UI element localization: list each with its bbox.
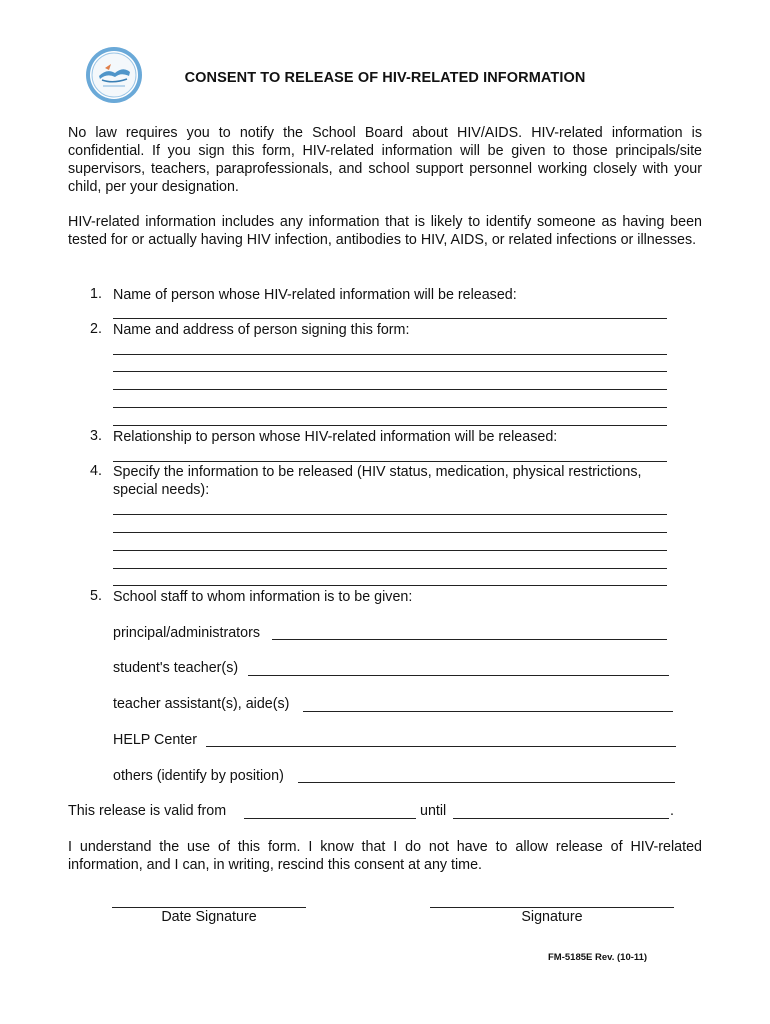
signer-address-line-5[interactable]: [113, 425, 667, 426]
form-number: FM-5185E Rev. (10-11): [548, 952, 648, 963]
item-1-number: 1.: [90, 286, 102, 302]
valid-until-label: until: [420, 803, 447, 819]
help-center-field[interactable]: [206, 746, 676, 747]
signer-address-line-1[interactable]: [113, 354, 667, 355]
item-1-label: Name of person whose HIV-related information will be released:: [113, 287, 517, 303]
help-center-label: HELP Center: [113, 732, 197, 748]
signature-field[interactable]: [430, 907, 674, 908]
valid-from-date-field[interactable]: [244, 818, 416, 819]
intro-paragraph-2: HIV-related information includes any information that is likely to identify someone as having been tested for or actually having HIV infection, antibodies to HIV, AIDS, or related infections or illnesses.: [68, 214, 702, 248]
principal-field[interactable]: [272, 639, 667, 640]
info-to-release-line-2[interactable]: [113, 532, 667, 533]
info-to-release-line-5[interactable]: [113, 585, 667, 586]
valid-until-date-field[interactable]: [453, 818, 669, 819]
signer-address-line-3[interactable]: [113, 389, 667, 390]
item-4-label: Specify the information to be released (HIV status, medication, physical restrictions, special needs):: [113, 464, 642, 498]
item-3-label: Relationship to person whose HIV-related information will be released:: [113, 429, 558, 445]
assistant-field[interactable]: [303, 711, 673, 712]
form-title: CONSENT TO RELEASE OF HIV-RELATED INFORMATION: [184, 70, 586, 86]
closing-statement: I understand the use of this form. I know that I do not have to allow release of HIV-related information, and I can, in writing, rescind this consent at any time.: [68, 839, 702, 873]
person-name-field[interactable]: [113, 318, 667, 319]
info-to-release-line-3[interactable]: [113, 550, 667, 551]
valid-period-end: .: [670, 803, 674, 819]
date-signature-label: Date Signature: [161, 909, 257, 925]
signer-address-line-4[interactable]: [113, 407, 667, 408]
item-5-label: School staff to whom information is to be given:: [113, 589, 413, 605]
date-signature-field[interactable]: [112, 907, 306, 908]
item-3-number: 3.: [90, 428, 102, 444]
relationship-field[interactable]: [113, 461, 667, 462]
signature-label: Signature: [521, 909, 583, 925]
item-5-number: 5.: [90, 588, 102, 604]
principal-label: principal/administrators: [113, 625, 260, 641]
item-2-label: Name and address of person signing this form:: [113, 322, 410, 338]
intro-paragraph-1: No law requires you to notify the School Board about HIV/AIDS. HIV-related information is confidential. If you sign this form, HIV-related information will be given to those principals/site supervisors, teachers, paraprofessionals, and school support personnel working closely with your child, per your designation.: [68, 125, 702, 195]
item-4-number: 4.: [90, 463, 102, 479]
info-to-release-line-1[interactable]: [113, 514, 667, 515]
teacher-field[interactable]: [248, 675, 669, 676]
others-field[interactable]: [298, 782, 675, 783]
item-2-number: 2.: [90, 321, 102, 337]
info-to-release-line-4[interactable]: [113, 568, 667, 569]
assistant-label: teacher assistant(s), aide(s): [113, 696, 290, 712]
valid-from-label: This release is valid from: [68, 803, 227, 819]
teacher-label: student's teacher(s): [113, 660, 239, 676]
others-label: others (identify by position): [113, 768, 284, 784]
signer-address-line-2[interactable]: [113, 371, 667, 372]
